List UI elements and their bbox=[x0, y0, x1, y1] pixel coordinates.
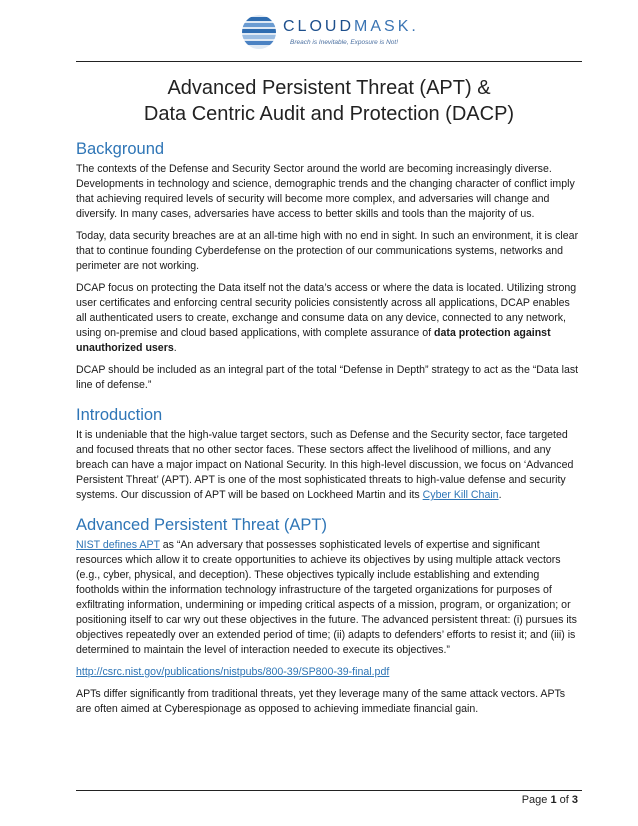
header-rule bbox=[76, 61, 582, 62]
page-total: 3 bbox=[571, 794, 578, 806]
page-footer bbox=[522, 794, 578, 806]
background-paragraph-2: Today, data security breaches are at an all-time high with no end in sight. In such an environment, it is clear that to continue founding Cyberdefense on the protection of our communications systems, networks and perimeter are not working. bbox=[76, 230, 579, 272]
apt-heading: Advanced Persistent Threat (APT) bbox=[76, 516, 327, 534]
logo-wordmark-part1: CLOUD bbox=[283, 18, 355, 35]
page-label: Page bbox=[521, 794, 551, 806]
document-title bbox=[76, 75, 582, 127]
introduction-paragraph bbox=[76, 428, 582, 503]
nist-publication-link[interactable]: http://csrc.nist.gov/publications/nistpubs/800-39/SP800-39-final.pdf bbox=[76, 666, 390, 678]
introduction-paragraph-text: It is undeniable that the high-value target sectors, such as Defense and the Security sector, face targeted and focused threats that no other sector faces. These sectors affect the livelihood of millions, and any breach can have a major impact on National Security. In this high-level discussion, we focus on ‘Advanced Persistent Threat’ (APT). APT is one of the most sophisticated threats to high-value defense and security systems. Our discussion of APT will be based on Lockheed Martin and its bbox=[76, 429, 574, 501]
background-paragraph-3-end: . bbox=[173, 342, 177, 354]
cyber-kill-chain-link[interactable]: Cyber Kill Chain bbox=[422, 489, 499, 501]
apt-paragraph-1 bbox=[76, 538, 582, 658]
apt-url-paragraph bbox=[76, 665, 582, 680]
background-paragraph-3 bbox=[76, 281, 582, 356]
apt-paragraph-1-text: as “An adversary that possesses sophisticated levels of expertise and significant resources which allow it to create opportunities to achieve its objectives by using multiple attack vectors (e.g., cyber, physical, and deception). These objectives typically include establishing and extending footholds within the information technology infrastructure of the targeted organizations for purposes of exfiltrating information, undermining or impeding critical aspects of a mission, program, or organization; or positioning itself to car wry out these objectives in the future. The advanced persistent threat: (i) pursues its objectives repeatedly over an extended period of time; (ii) adapts to defenders’ efforts to resist it; and (iii) is determined to maintain the level of interaction needed to execute its objectives.” bbox=[76, 539, 577, 656]
background-paragraph-3-text: DCAP focus on protecting the Data itself not the data’s access or where the data is located. Utilizing strong user certificates and enforcing central security policies consistently across all applications, DCAP enables all authenticated users to create, exchange and consume data on any device, connected to any network, using on-premise and cloud based applications, with complete assurance of bbox=[76, 282, 577, 339]
cloudmask-globe-icon bbox=[240, 13, 278, 51]
background-paragraph-4: DCAP should be included as an integral part of the total “Defense in Depth” strategy to act as the “Data last line of defense.” bbox=[76, 364, 579, 391]
background-heading: Background bbox=[76, 140, 165, 158]
nist-defines-apt-link[interactable]: NIST defines APT bbox=[76, 539, 160, 551]
page-of-label: of bbox=[556, 794, 572, 806]
title-line-1: Advanced Persistent Threat (APT) & bbox=[167, 77, 491, 99]
document-body bbox=[76, 138, 582, 724]
logo-tagline: Breach is Inevitable, Exposure is Not! bbox=[290, 39, 399, 46]
title-line-2: Data Centric Audit and Protection (DACP) bbox=[143, 103, 515, 125]
introduction-heading: Introduction bbox=[76, 406, 163, 424]
page-number: 1 bbox=[550, 794, 557, 806]
logo-wordmark-part2: MASK. bbox=[354, 18, 419, 35]
apt-paragraph-2: APTs differ significantly from traditional threats, yet they leverage many of the same attack vectors. APTs are often aimed at Cyberespionage as opposed to achieving immediate financial gain. bbox=[76, 688, 566, 715]
footer-rule bbox=[76, 790, 582, 791]
background-paragraph-3-bold: data protection against unauthorized users bbox=[76, 327, 551, 354]
logo-wordmark bbox=[283, 18, 419, 36]
background-paragraph-1: The contexts of the Defense and Security Sector around the world are becoming increasingly diverse. Developments in technology and science, demographic trends and the changing character of conflict imply that achieving required levels of security will become more complex, and adversaries will change and diversify. In many cases, adversaries have access to better skills and tools than the majority of us. bbox=[76, 163, 575, 220]
introduction-paragraph-end: . bbox=[498, 489, 502, 501]
company-logo bbox=[240, 13, 419, 53]
